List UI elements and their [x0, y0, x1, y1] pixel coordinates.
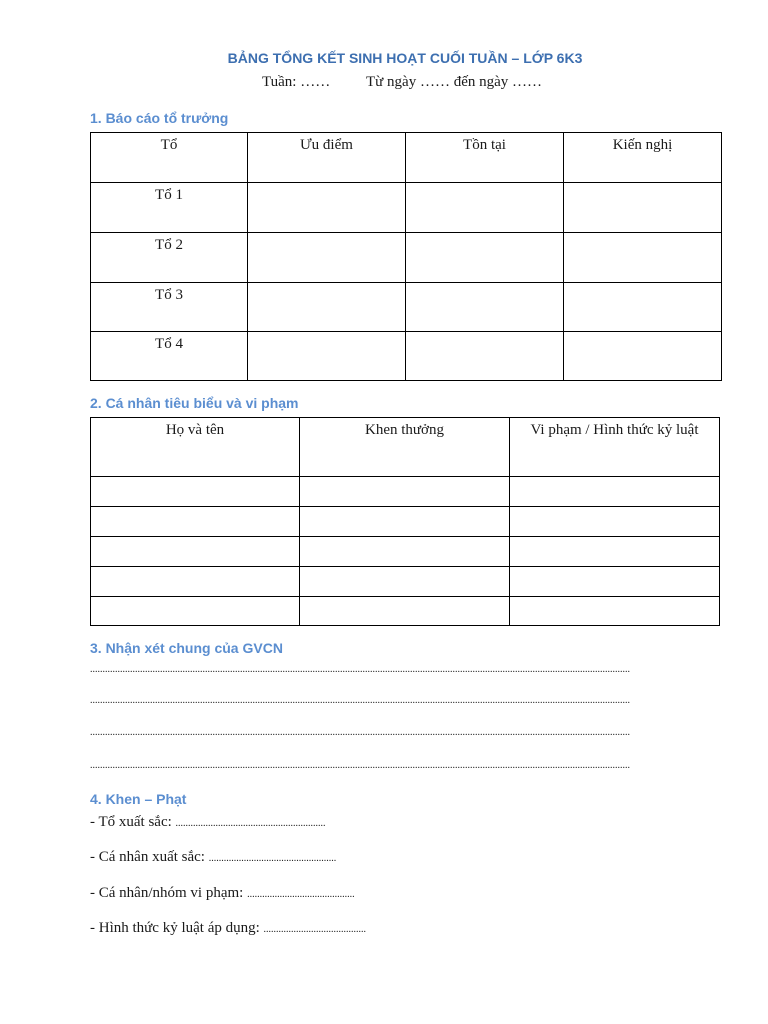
table-cell[interactable] — [300, 477, 510, 507]
week-field: Tuần: …… — [262, 74, 331, 90]
date-range-field: Từ ngày …… đến ngày …… — [366, 74, 543, 90]
document-title: BẢNG TỔNG KẾT SINH HOẠT CUỐI TUẦN – LỚP 6K3 — [227, 50, 583, 66]
best-team-blank[interactable]: ............................................................ — [175, 818, 326, 829]
best-individual-line — [90, 849, 336, 866]
table-cell[interactable] — [91, 507, 300, 537]
col-header-issues: Tồn tại — [406, 133, 564, 183]
table-cell[interactable] — [564, 233, 722, 283]
table-cell[interactable] — [406, 233, 564, 283]
col-header-commendation: Khen thưởng — [300, 418, 510, 477]
table-cell[interactable] — [300, 537, 510, 567]
comment-line[interactable]: ........................................................................................................................................................................................................................ — [90, 760, 630, 771]
individuals-table — [90, 417, 720, 626]
table-cell[interactable] — [248, 332, 406, 381]
table-cell[interactable] — [510, 477, 720, 507]
table-cell[interactable] — [510, 597, 720, 626]
table-cell[interactable] — [510, 507, 720, 537]
section-3-heading: 3. Nhận xét chung của GVCN — [90, 640, 283, 656]
col-header-suggestions: Kiến nghị — [564, 133, 722, 183]
table-cell[interactable] — [406, 183, 564, 233]
team-label: Tổ 3 — [91, 283, 248, 332]
col-header-full-name: Họ và tên — [91, 418, 300, 477]
team-report-table — [90, 132, 722, 381]
table-row — [91, 537, 720, 567]
violators-line — [90, 885, 355, 902]
violators-blank[interactable]: ........................................... — [247, 889, 355, 900]
table-row — [91, 597, 720, 626]
table-cell[interactable] — [91, 477, 300, 507]
col-header-strengths: Ưu điểm — [248, 133, 406, 183]
best-team-label: - Tổ xuất sắc: — [90, 814, 172, 830]
table-cell[interactable] — [564, 283, 722, 332]
discipline-label: - Hình thức kỷ luật áp dụng: — [90, 920, 260, 936]
table-row — [91, 183, 722, 233]
table-cell[interactable] — [300, 507, 510, 537]
team-label: Tổ 1 — [91, 183, 248, 233]
best-team-line — [90, 814, 326, 831]
discipline-line — [90, 920, 366, 937]
table-cell[interactable] — [300, 567, 510, 597]
section-4-heading: 4. Khen – Phạt — [90, 791, 187, 807]
table-cell[interactable] — [248, 233, 406, 283]
comment-line[interactable]: ........................................................................................................................................................................................................................ — [90, 727, 630, 738]
col-header-team: Tổ — [91, 133, 248, 183]
section-2-heading: 2. Cá nhân tiêu biểu và vi phạm — [90, 395, 299, 411]
table-cell[interactable] — [510, 567, 720, 597]
best-individual-label: - Cá nhân xuất sắc: — [90, 849, 205, 865]
team-label: Tổ 4 — [91, 332, 248, 381]
comment-line[interactable]: ........................................................................................................................................................................................................................ — [90, 695, 630, 706]
best-individual-blank[interactable]: ................................................... — [208, 853, 337, 864]
table-cell[interactable] — [248, 183, 406, 233]
table-row — [91, 477, 720, 507]
table-row — [91, 233, 722, 283]
table-cell[interactable] — [564, 183, 722, 233]
table-row — [91, 283, 722, 332]
table-row — [91, 567, 720, 597]
table-cell[interactable] — [510, 537, 720, 567]
table-cell[interactable] — [300, 597, 510, 626]
table-cell[interactable] — [91, 537, 300, 567]
comment-line[interactable]: ........................................................................................................................................................................................................................ — [90, 664, 630, 675]
table-cell[interactable] — [564, 332, 722, 381]
team-label: Tổ 2 — [91, 233, 248, 283]
section-1-heading: 1. Báo cáo tổ trưởng — [90, 110, 229, 126]
table-cell[interactable] — [248, 283, 406, 332]
table-cell[interactable] — [406, 283, 564, 332]
table-cell[interactable] — [406, 332, 564, 381]
col-header-violation: Vi phạm / Hình thức kỷ luật — [510, 418, 720, 477]
violators-label: - Cá nhân/nhóm vi phạm: — [90, 885, 244, 901]
table-row — [91, 332, 722, 381]
table-cell[interactable] — [91, 567, 300, 597]
table-cell[interactable] — [91, 597, 300, 626]
discipline-blank[interactable]: ......................................... — [263, 924, 367, 935]
table-row — [91, 507, 720, 537]
